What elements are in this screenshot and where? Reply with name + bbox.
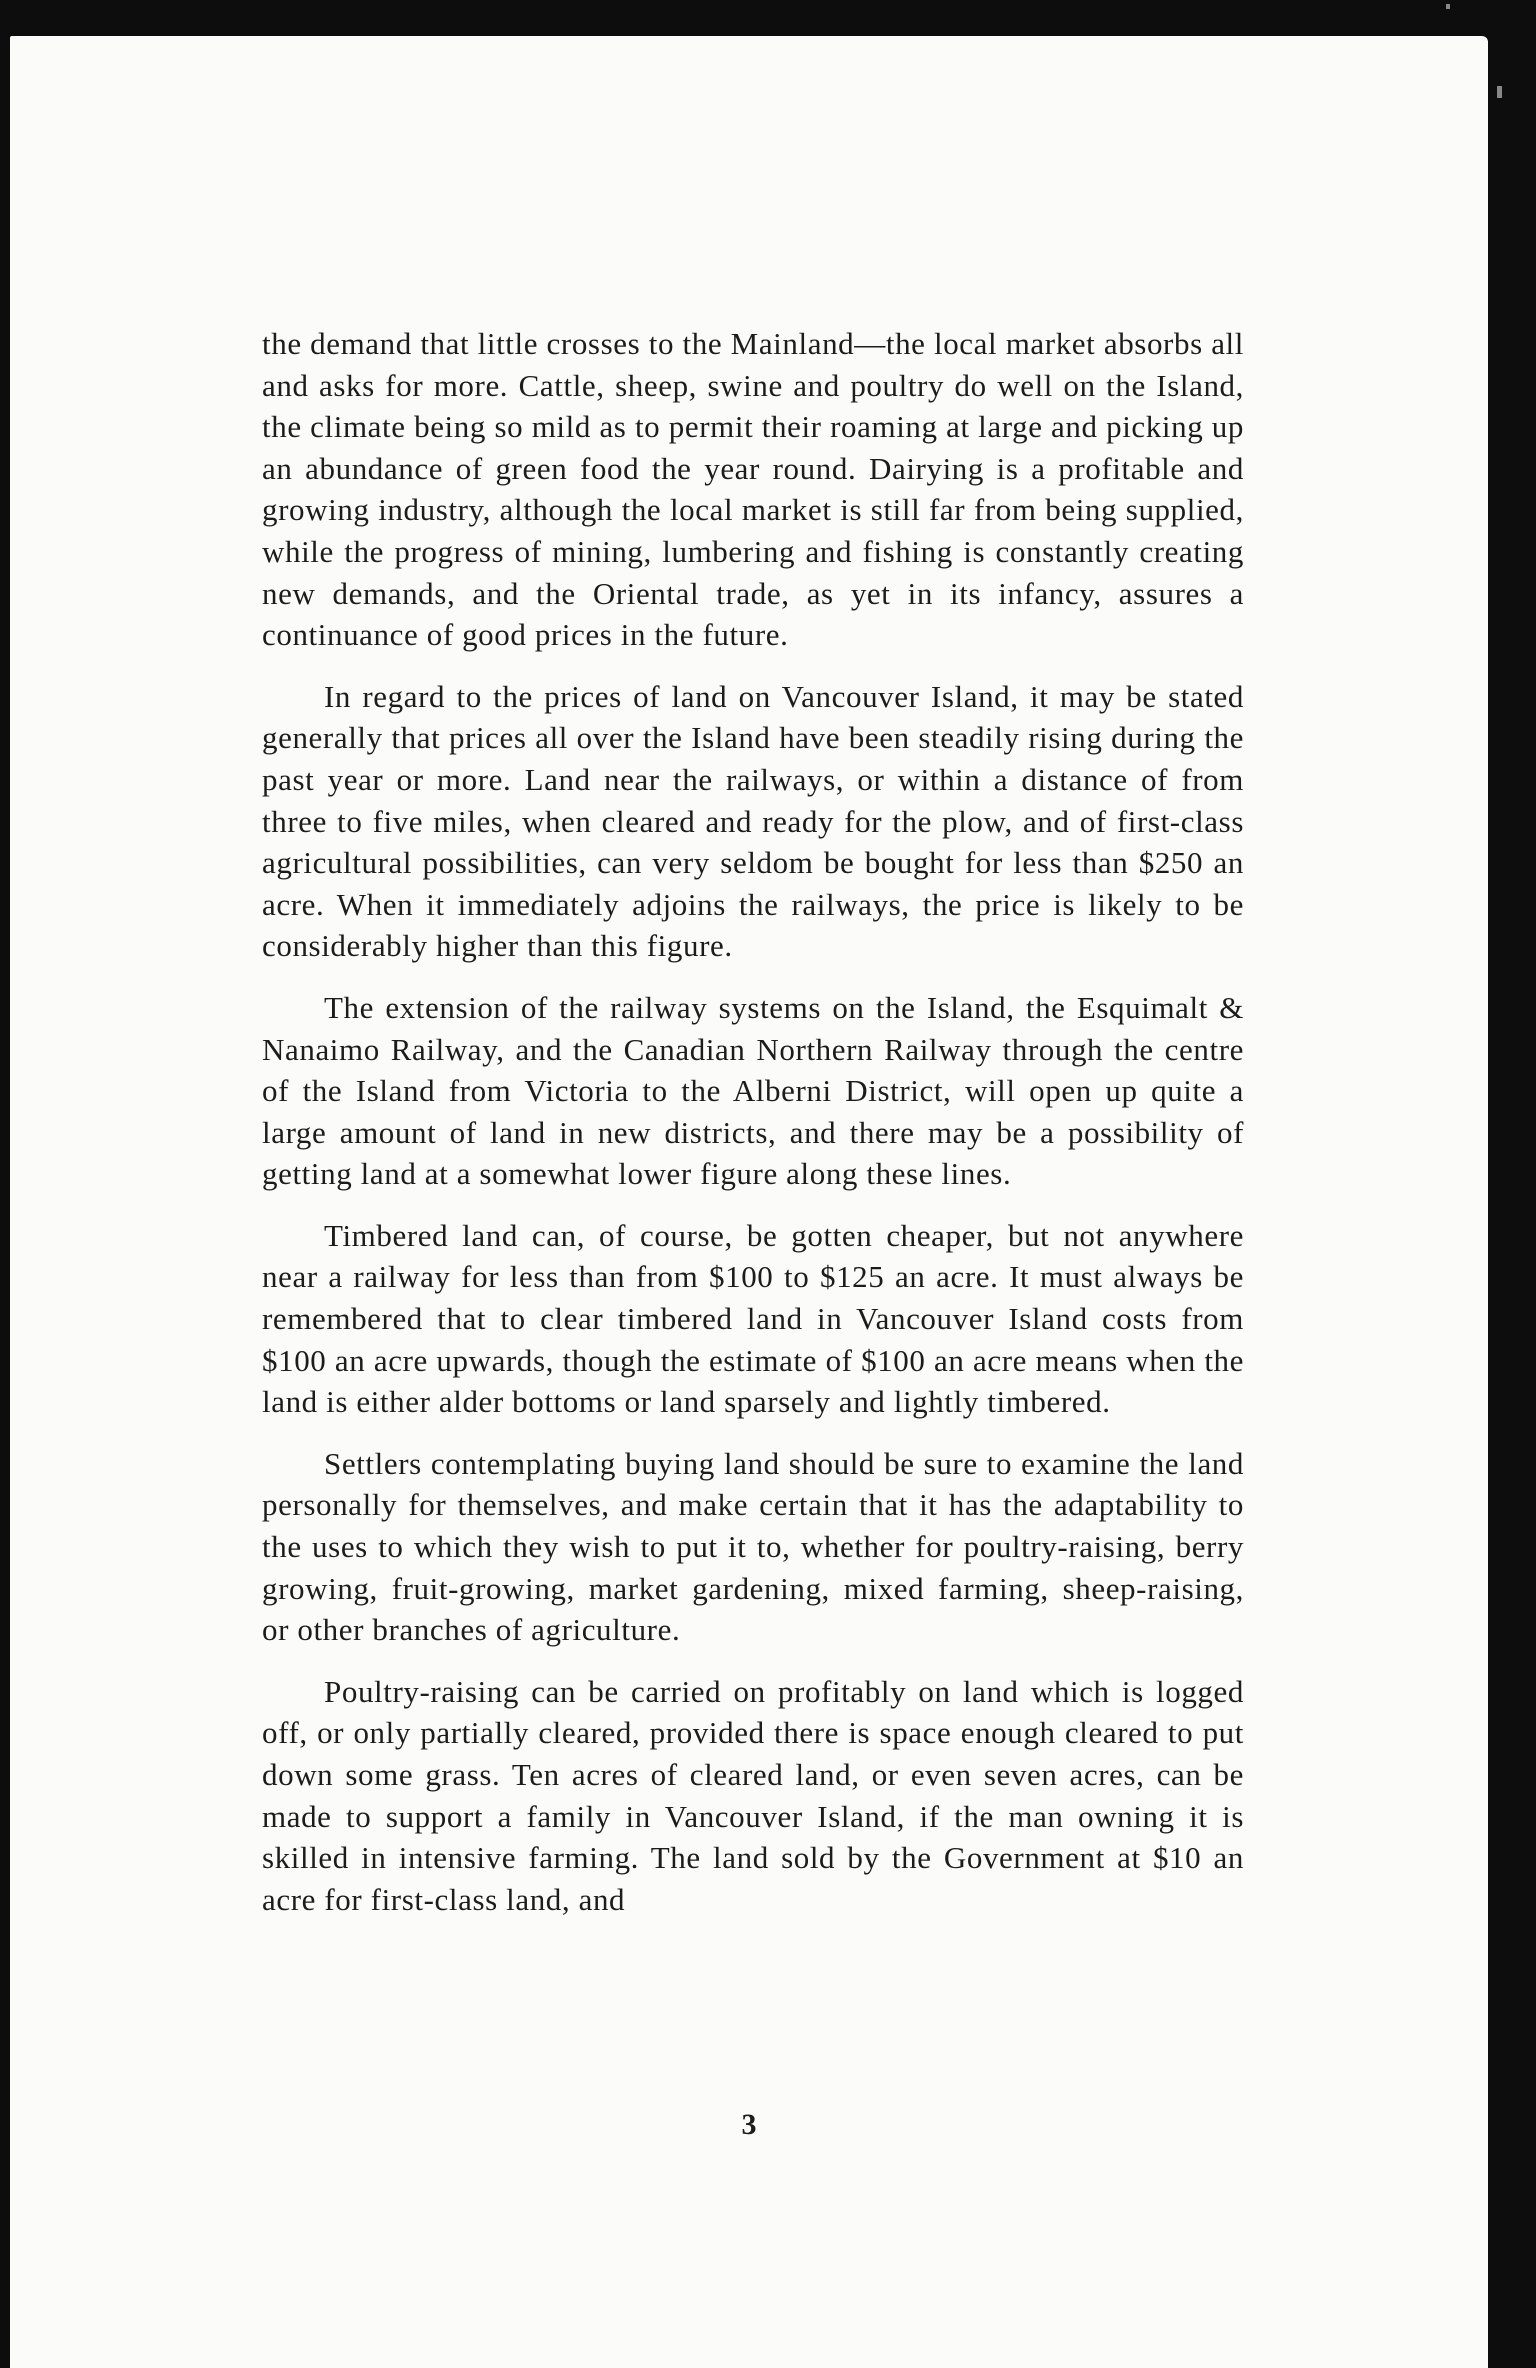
paragraph-5: Settlers contemplating buying land should be sure to examine the land personally for themselves, and make certain that it has the adaptability to the uses to which they wish to put it to, whether for poultry-raising, berry growing, fruit-growing, market gardening, mixed farming, sheep-raising, or other branches of agriculture. [262, 1445, 1244, 1648]
paragraph-2: In regard to the prices of land on Vancouver Island, it may be stated generally that prices all over the Island have been steadily rising during the past year or more. Land near the railways, or within a distance of from three to five miles, when cleared and ready for the plow, and of first-class agricultural possibilities, can very seldom be bought for less than $250 an acre. When it immediately adjoins the railways, the price is likely to be considerably higher than this figure. [262, 678, 1244, 964]
scan-edge-mark [1446, 4, 1450, 9]
paragraph-1: the demand that little crosses to the Mainland—the local market absorbs all and asks for more. Cattle, sheep, swine and poultry do well on the Island, the climate being so mild as to permit their roaming at large and picking up an abundance of green food the year round. Dairying is a profitable and growing industry, although the local market is still far from being supplied, while the progress of mining, lumbering and fishing is constantly creating new demands, and the Oriental trade, as yet in its infancy, assures a continuance of good prices in the future. [262, 326, 1244, 653]
scan-edge-mark [1497, 86, 1502, 98]
paragraph-6: Poultry-raising can be carried on profitably on land which is logged off, or only partially cleared, provided there is space enough cleared to put down some grass. Ten acres of cleared land, or even seven acres, can be made to support a family in Vancouver Island, if the man owning it is skilled in intensive farming. The land sold by the Government at $10 an acre for first-class land, and [262, 1673, 1244, 1917]
book-page [10, 36, 1488, 2368]
paragraph-3: The extension of the railway systems on the Island, the Esquimalt & Nanaimo Railway, and the Canadian Northern Railway through the centre of the Island from Victoria to the Alberni District, will open up quite a large amount of land in new districts, and there may be a possibility of getting land at a somewhat lower figure along these lines. [262, 989, 1244, 1192]
page-number: 3 [741, 2108, 757, 2141]
paragraph-4: Timbered land can, of course, be gotten cheaper, but not anywhere near a railway for less than from $100 to $125 an acre. It must always be remembered that to clear timbered land in Vancouver Island costs from $100 an acre upwards, though the estimate of $100 an acre means when the land is either alder bottoms or land sparsely and lightly timbered. [262, 1217, 1244, 1420]
body-text [262, 323, 1244, 1940]
